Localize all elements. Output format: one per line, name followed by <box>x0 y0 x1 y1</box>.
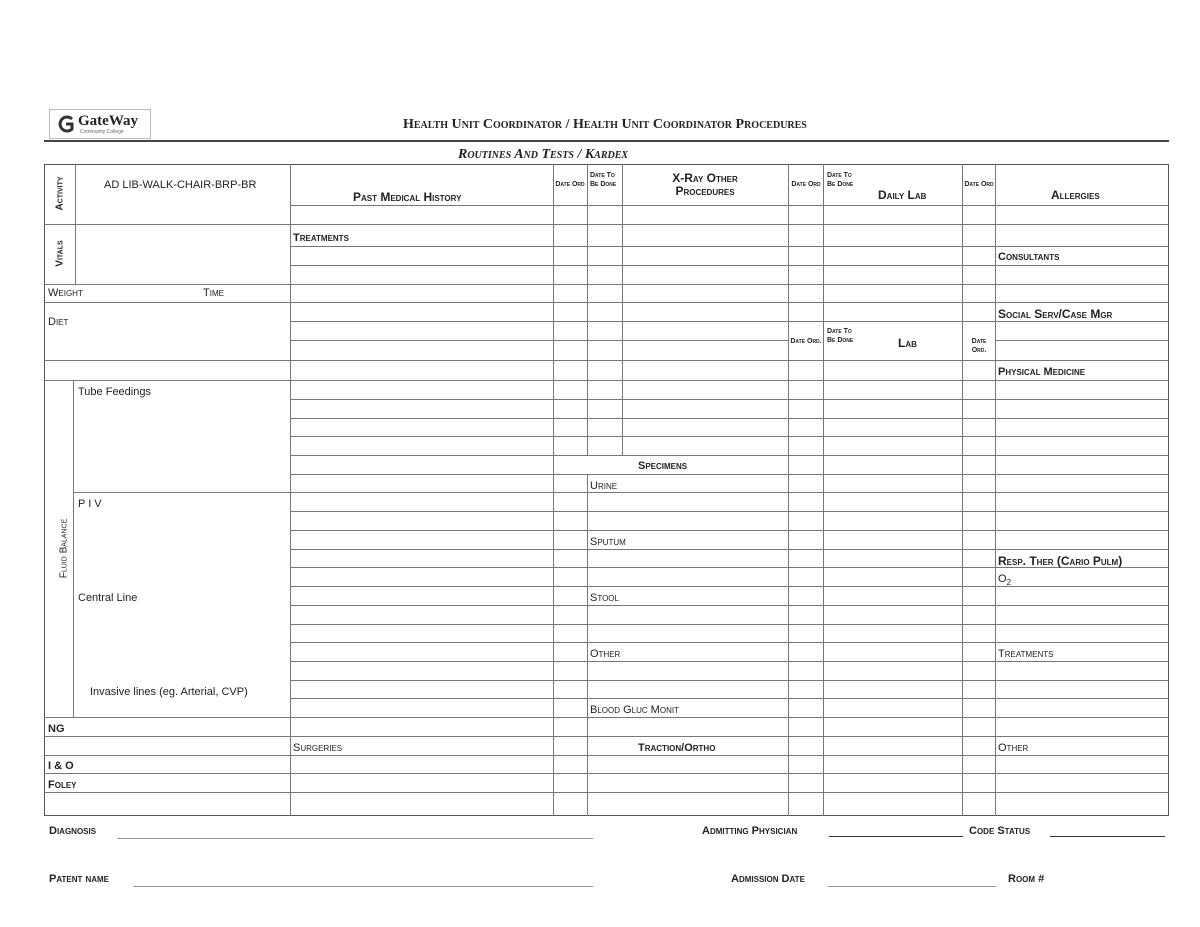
urine-label: Urine <box>590 480 618 492</box>
diagnosis-label: Diagnosis <box>49 825 97 837</box>
grid-line <box>995 164 996 816</box>
blood-gluc-label: Blood Gluc Monit <box>590 704 679 716</box>
grid-line <box>587 474 588 816</box>
admission-date-label: Admission Date <box>731 873 805 885</box>
social-serv-label: Social Serv/Case Mgr <box>998 307 1113 321</box>
grid-line <box>962 164 963 816</box>
grid-line <box>290 680 1169 681</box>
grid-line <box>73 492 1169 493</box>
foley-label: Foley <box>48 779 77 791</box>
treatments-label: Treatments <box>293 232 349 244</box>
logo-subtitle: Community College <box>80 129 124 135</box>
fluid-balance-label: Fluid Balance <box>58 518 70 579</box>
specimens-header: Specimens <box>638 460 688 472</box>
invasive-lines-label: Invasive lines (eg. Arterial, CVP) <box>90 686 248 698</box>
grid-line <box>44 717 1169 718</box>
grid-line <box>290 642 1169 643</box>
patient-name-field[interactable] <box>133 886 593 887</box>
grid-line <box>622 164 623 455</box>
grid-line <box>290 399 1169 400</box>
grid-line <box>44 360 1169 361</box>
xray-procedures-header: X-Ray Other Procedures <box>672 171 738 198</box>
grid-line <box>290 661 1169 662</box>
room-label: Room # <box>1008 873 1045 885</box>
right-treatments-label: Treatments <box>998 648 1054 660</box>
date-to-be-done-header: Date To Be Done <box>590 172 617 188</box>
date-ord-header: Date Ord. <box>971 338 987 354</box>
allergies-header: Allergies <box>1051 188 1100 202</box>
piv-label: P I V <box>78 498 102 510</box>
daily-lab-header: Daily Lab <box>878 188 927 202</box>
grid-line <box>290 246 1169 247</box>
grid-line <box>44 773 1169 774</box>
grid-line <box>290 205 1169 206</box>
grid-line <box>44 224 1169 225</box>
activity-label: Activity <box>54 176 66 211</box>
grid-line <box>73 380 74 717</box>
consultants-label: Consultants <box>998 251 1060 263</box>
grid-line <box>44 792 1169 793</box>
tube-feedings-label: Tube Feedings <box>78 386 151 398</box>
grid-line <box>290 164 291 816</box>
grid-line <box>290 530 1169 531</box>
physical-medicine-label: Physical Medicine <box>998 366 1086 378</box>
resp-ther-label: Resp. Ther (Cario Pulm) <box>998 554 1123 568</box>
header-rule <box>44 140 1169 142</box>
time-label: Time <box>203 287 224 299</box>
grid-line <box>44 755 1169 756</box>
grid-line <box>290 605 1169 606</box>
grid-line <box>290 474 1169 475</box>
code-status-label: Code Status <box>969 825 1031 837</box>
past-medical-history-label: Past Medical History <box>353 190 462 204</box>
grid-line <box>290 586 1169 587</box>
grid-line <box>44 380 1169 381</box>
grid-line <box>44 736 1169 737</box>
grid-line <box>553 164 554 816</box>
grid-line <box>823 164 824 816</box>
right-other-label: Other <box>998 742 1029 754</box>
surgeries-label: Surgeries <box>293 742 343 754</box>
grid-line <box>44 302 1169 303</box>
admitting-physician-label: Admitting Physician <box>702 825 798 837</box>
grid-line <box>290 624 1169 625</box>
page-title: Health Unit Coordinator / Health Unit Coordinator Procedures <box>403 117 807 132</box>
diet-label: Diet <box>48 316 69 328</box>
date-ord-header: Date Ord. <box>790 338 822 345</box>
grid-line <box>587 164 588 455</box>
activity-value: AD LIB-WALK-CHAIR-BRP-BR <box>104 179 257 191</box>
lab-header: Lab <box>898 336 917 350</box>
patient-name-label: Patent name <box>49 873 110 885</box>
grid-line <box>290 511 1169 512</box>
grid-line <box>788 164 789 816</box>
sputum-label: Sputum <box>590 536 626 548</box>
grid-line <box>290 698 1169 699</box>
grid-line <box>290 455 1169 456</box>
grid-line <box>290 436 1169 437</box>
code-status-field[interactable] <box>1050 836 1165 837</box>
o2-text: O <box>998 573 1007 585</box>
central-line-label: Central Line <box>78 592 138 604</box>
diagnosis-field[interactable] <box>117 838 593 839</box>
date-to-be-done-header: Date To Be Done <box>827 172 854 188</box>
date-to-be-done-header: Date To Be Done <box>827 328 854 344</box>
grid-line <box>995 340 1169 341</box>
stool-label: Stool <box>590 592 619 604</box>
date-ord-header: Date Ord <box>791 181 821 188</box>
admitting-physician-field[interactable] <box>829 836 963 837</box>
other-specimen-label: Other <box>590 648 621 660</box>
traction-ortho-label: Traction/Ortho <box>638 742 716 754</box>
grid-line <box>290 418 1169 419</box>
logo <box>49 109 151 139</box>
grid-line <box>290 340 788 341</box>
gateway-logo-icon <box>56 114 76 134</box>
date-ord-header: Date Ord <box>555 181 585 188</box>
io-label: I & O <box>48 760 74 772</box>
grid-line <box>44 284 1169 285</box>
vitals-label: Vitals <box>54 240 66 267</box>
weight-label: Weight <box>48 287 83 299</box>
o2-label <box>998 574 1011 587</box>
admission-date-field[interactable] <box>828 886 996 887</box>
logo-name: GateWay <box>78 113 138 129</box>
o2-subscript: 2 <box>1006 578 1012 588</box>
page-subtitle: Routines And Tests / Kardex <box>458 147 629 162</box>
date-ord-header: Date Ord <box>964 181 994 188</box>
grid-line <box>290 265 1169 266</box>
grid-line <box>290 549 1169 550</box>
grid-line <box>290 321 1169 322</box>
ng-label: NG <box>48 723 65 735</box>
